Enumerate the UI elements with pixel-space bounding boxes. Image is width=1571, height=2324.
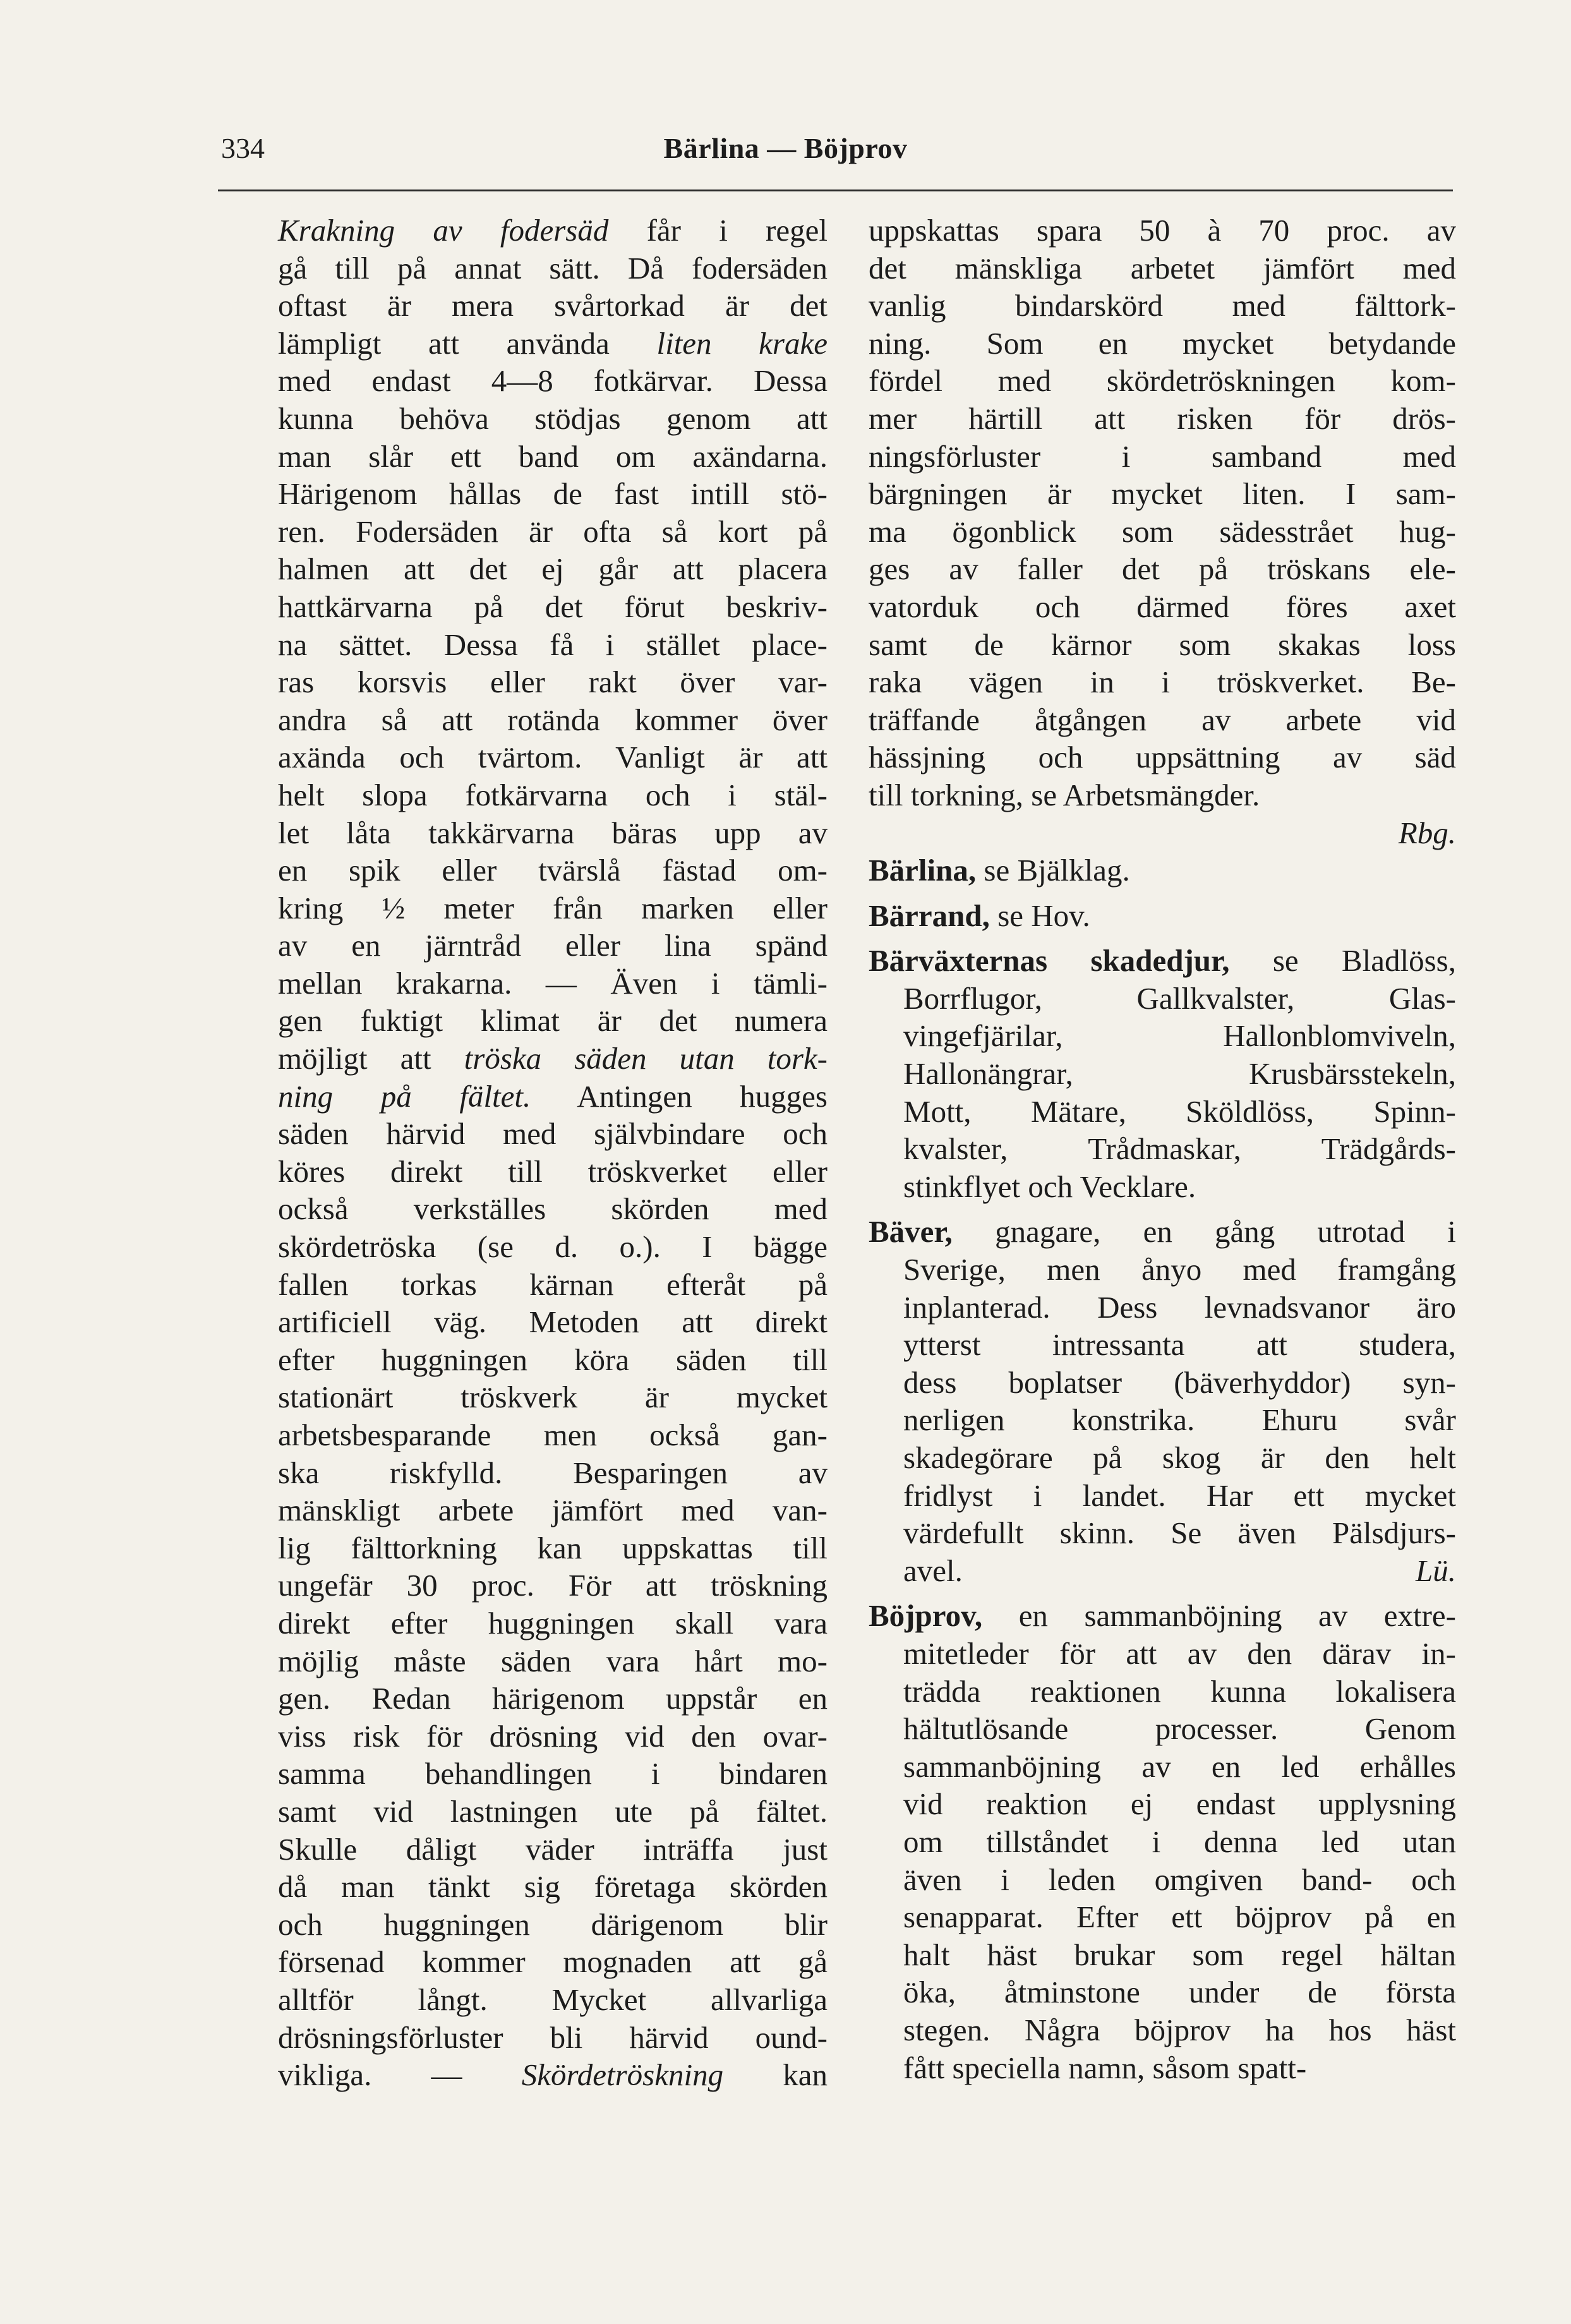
text-segment: gen fuktigt klimat är det numera <box>278 1003 828 1039</box>
text-line <box>903 1514 1456 1552</box>
text-line <box>903 1017 1456 1055</box>
entry-text: även i leden omgiven band- och <box>903 1862 1456 1897</box>
text-segment: ska riskfylld. Besparingen av <box>278 1455 828 1490</box>
text-line <box>278 1378 828 1416</box>
text-line <box>903 1477 1456 1515</box>
text-line <box>278 1002 828 1040</box>
entry-headword: Bärlina, <box>869 853 977 888</box>
text-line <box>903 1936 1456 1974</box>
text-line <box>278 1228 828 1266</box>
text-segment: artificiell väg. Metoden att direkt <box>278 1304 828 1340</box>
text-segment: tröska säden utan tork- <box>464 1041 828 1076</box>
text-line <box>278 1153 828 1191</box>
text-segment: kunna behöva stödjas genom att <box>278 400 828 436</box>
text-line <box>278 1078 828 1116</box>
text-segment: drösningsförluster bli härvid ound- <box>278 2020 828 2055</box>
text-line <box>278 1567 828 1605</box>
text-line <box>278 1341 828 1379</box>
text-segment: får i regel <box>608 213 828 248</box>
text-line <box>278 362 828 400</box>
text-line <box>903 1251 1456 1289</box>
text-line: mer härtill att risken för drös- <box>869 400 1456 436</box>
text-segment: av en järntråd eller lina spänd <box>278 928 828 963</box>
text-segment: ras korsvis eller rakt över var- <box>278 665 828 700</box>
text-segment: gå till på annat sätt. Då fodersäden <box>278 250 828 286</box>
entry-text: inplanterad. Dess levnadsvanor äro <box>903 1289 1456 1325</box>
text-line <box>278 738 828 776</box>
text-line <box>903 1055 1456 1093</box>
text-segment: ning på fältet. <box>278 1078 531 1114</box>
text-segment: kring ½ meter från marken eller <box>278 890 828 925</box>
entry-text: vid reaktion ej endast upplysning <box>903 1786 1456 1822</box>
entry-text: om tillståndet i denna led utan <box>903 1824 1456 1859</box>
text-line <box>903 1093 1456 1131</box>
text-line <box>903 1635 1456 1673</box>
text-line <box>278 1718 828 1755</box>
text-segment: mänskligt arbete jämfört med van- <box>278 1493 828 1528</box>
text-segment: viss risk för drösning vid den ovar- <box>278 1718 828 1754</box>
text-line: träffande åtgången av arbete vid <box>869 702 1456 737</box>
entry-headword: Bärrand, <box>869 898 990 933</box>
text-line <box>278 438 828 476</box>
text-segment: skördetröska (se d. o.). I bägge <box>278 1229 828 1265</box>
text-segment: då man tänkt sig företaga skörden <box>278 1869 828 1905</box>
text-line <box>278 212 828 250</box>
entry-text: ytterst intressanta att studera, <box>903 1327 1456 1363</box>
text-line <box>278 250 828 287</box>
text-line <box>278 814 828 852</box>
entry-text: en sammanböjning av extre- <box>982 1598 1456 1634</box>
text-line <box>903 1130 1456 1168</box>
text-line: uppskattas spara 50 à 70 proc. av <box>869 213 1456 248</box>
text-line <box>278 588 828 626</box>
text-line <box>278 663 828 701</box>
text-line <box>903 1861 1456 1899</box>
text-segment: Skulle dåligt väder inträffa just <box>278 1831 828 1867</box>
text-segment: arbetsbesparande men också gan- <box>278 1418 828 1452</box>
text-segment: efter huggningen köra säden till <box>278 1342 828 1377</box>
text-line <box>278 325 828 363</box>
entry-text: öka, åtminstone under de första <box>903 1975 1456 2010</box>
text-line: hässjning och uppsättning av säd <box>869 740 1456 775</box>
text-segment: samt vid lastningen ute på fältet. <box>278 1793 828 1829</box>
text-segment: lig fälttorkning kan uppskattas till <box>278 1530 828 1565</box>
text-segment: axända och tvärtom. Vanligt är att <box>278 740 828 775</box>
entry-text: Mott, Mätare, Sköldlöss, Spinn- <box>903 1093 1456 1129</box>
text-line <box>903 1364 1456 1402</box>
text-segment: direkt efter huggningen skall vara <box>278 1605 828 1641</box>
text-segment: försenad kommer mognaden att gå <box>278 1944 828 1980</box>
text-line <box>869 1597 1456 1635</box>
text-line <box>278 1416 828 1454</box>
text-segment: vikliga. — <box>278 2057 522 2093</box>
entry-text: värdefullt skinn. Se även Pälsdjurs- <box>903 1515 1456 1551</box>
text-line <box>903 1973 1456 2011</box>
text-segment: möjlig måste säden vara hårt mo- <box>278 1643 828 1678</box>
text-line <box>903 1785 1456 1823</box>
text-line <box>278 1868 828 1906</box>
text-line <box>278 287 828 325</box>
text-line <box>903 1289 1456 1327</box>
text-line <box>278 1793 828 1831</box>
text-line <box>278 965 828 1002</box>
entry-text: halt häst brukar som regel hältan <box>903 1937 1456 1972</box>
text-line: ges av faller det på tröskans ele- <box>869 551 1456 587</box>
text-line <box>869 897 1456 935</box>
text-line: raka vägen in i tröskverket. Be- <box>869 665 1456 700</box>
text-line <box>903 2011 1456 2049</box>
text-line <box>903 1673 1456 1711</box>
text-segment: köres direkt till tröskverket eller <box>278 1153 828 1189</box>
left-column <box>278 212 828 2094</box>
entry-text: se Hov. <box>989 898 1090 933</box>
text-line <box>278 1831 828 1869</box>
text-line: bärgningen är mycket liten. I sam- <box>869 476 1456 512</box>
text-segment: andra så att rotända kommer över <box>278 702 828 737</box>
text-line <box>278 1454 828 1492</box>
text-line <box>278 1680 828 1718</box>
text-segment: Härigenom hållas de fast intill stö- <box>278 476 828 512</box>
entry-text: Hallonängrar, Krusbärsstekeln, <box>903 1056 1456 1092</box>
text-segment: alltför långt. Mycket allvarliga <box>278 1982 828 2017</box>
text-segment: Krakning av fodersäd <box>278 213 609 248</box>
text-segment: samma behandlingen i bindaren <box>278 1756 828 1791</box>
text-line <box>278 1190 828 1228</box>
text-segment: na sättet. Dessa få i stället place- <box>278 627 828 662</box>
text-line: till torkning, se Arbetsmängder. <box>869 777 1260 812</box>
entry-text: skadegörare på skog är den helt <box>903 1440 1456 1475</box>
entry-text: se Bjälklag. <box>976 853 1130 888</box>
text-line: ma ögonblick som sädesstrået hug- <box>869 514 1456 549</box>
text-line <box>903 1401 1456 1439</box>
text-line <box>869 1213 1456 1251</box>
text-segment: Skördetröskning <box>521 2057 724 2093</box>
text-segment: en spik eller tvärslå fästad om- <box>278 853 828 888</box>
text-segment: också verkställes skörden med <box>278 1191 828 1227</box>
text-segment: möjligt att <box>278 1041 464 1076</box>
text-line <box>278 852 828 889</box>
text-line <box>903 980 1456 1018</box>
text-segment: helt slopa fotkärvarna och i stäl- <box>278 777 828 812</box>
author-signature: Rbg. <box>1398 815 1456 850</box>
entry-text: avel. <box>903 1553 963 1588</box>
dictionary-entry <box>869 897 1456 935</box>
entry-text: fridlyst i landet. Har ett mycket <box>903 1478 1456 1513</box>
author-signature: Lü. <box>1415 1553 1456 1588</box>
entry-headword: Bärväxternas skadedjur, <box>869 943 1230 978</box>
text-line <box>278 1491 828 1529</box>
text-line: ningsförluster i samband med <box>869 438 1456 474</box>
text-line <box>278 1906 828 1944</box>
entry-headword: Bäver, <box>869 1214 953 1249</box>
text-line <box>278 2056 828 2094</box>
text-line <box>903 2049 1456 2087</box>
running-head: Bärlina — Böjprov <box>663 132 908 164</box>
entry-text: se Bladlöss, <box>1229 943 1456 978</box>
text-segment: stationärt tröskverk är mycket <box>278 1380 828 1415</box>
entry-text: nerligen konstrika. Ehuru svår <box>903 1402 1456 1438</box>
text-line <box>278 1115 828 1153</box>
text-segment: med endast 4—8 fotkärvar. Dessa <box>278 363 828 399</box>
right-column <box>869 212 1456 2094</box>
entry-text: vingefjärilar, Hallonblomviveln, <box>903 1018 1456 1054</box>
text-line <box>278 550 828 588</box>
text-line: vanlig bindarskörd med fälttork- <box>869 288 1456 323</box>
text-segment: halmen att det ej går att placera <box>278 551 828 587</box>
text-line <box>903 1326 1456 1364</box>
text-line <box>278 626 828 664</box>
text-line <box>903 1898 1456 1936</box>
text-line <box>903 1168 1456 1206</box>
entry-headword: Böjprov, <box>869 1598 983 1634</box>
text-line <box>278 513 828 551</box>
text-segment: hattkärvarna på det förut beskriv- <box>278 589 828 624</box>
text-line: samt de kärnor som skakas loss <box>869 627 1456 662</box>
text-segment: gen. Redan härigenom uppstår en <box>278 1681 828 1716</box>
text-line <box>278 475 828 513</box>
text-line: vatorduk och därmed föres axet <box>869 589 1456 624</box>
entry-text: kvalster, Trådmaskar, Trädgårds- <box>903 1131 1456 1167</box>
text-line <box>903 1439 1456 1477</box>
entry-text: stinkflyet och Vecklare. <box>903 1169 1196 1204</box>
entry-text: Borrflugor, Gallkvalster, Glas- <box>903 980 1456 1016</box>
text-line <box>278 1040 828 1078</box>
text-line <box>278 927 828 965</box>
text-line: ning. Som en mycket betydande <box>869 325 1456 361</box>
entry-text: dess boplatser (bäverhyddor) syn- <box>903 1364 1456 1400</box>
dictionary-entry <box>869 1597 1456 2086</box>
text-line <box>278 1605 828 1642</box>
entry-text: gnagare, en gång utrotad i <box>952 1214 1456 1249</box>
entry-text: Sverige, men ånyo med framgång <box>903 1252 1456 1287</box>
text-line <box>903 1823 1456 1861</box>
entry-text: trädda reaktionen kunna lokalisera <box>903 1673 1456 1709</box>
text-segment: let låta takkärvarna bäras upp av <box>278 815 828 850</box>
text-line <box>278 400 828 438</box>
text-segment: Antingen hugges <box>531 1078 828 1114</box>
text-line <box>278 2019 828 2057</box>
entry-text: sammanböjning av en led erhålles <box>903 1749 1456 1784</box>
text-line <box>278 889 828 927</box>
text-segment: fallen torkas kärnan efteråt på <box>278 1267 828 1302</box>
text-segment: mellan krakarna. — Även i tämli- <box>278 965 828 1001</box>
text-line <box>903 1710 1456 1748</box>
text-line <box>278 1266 828 1304</box>
text-segment: oftast är mera svårtorkad är det <box>278 288 828 323</box>
text-segment: lämpligt att använda <box>278 325 657 361</box>
text-line <box>278 701 828 739</box>
text-segment: och huggningen därigenom blir <box>278 1906 828 1942</box>
dictionary-entry <box>869 852 1456 889</box>
entry-text: senapparat. Efter ett böjprov på en <box>903 1900 1456 1935</box>
entry-text: stegen. Några böjprov ha hos häst <box>903 2012 1456 2047</box>
text-line <box>869 942 1456 980</box>
text-line <box>278 1642 828 1680</box>
entry-text: hältutlösande processer. Genom <box>903 1711 1456 1747</box>
text-segment: ungefär 30 proc. För att tröskning <box>278 1568 828 1603</box>
continuation-paragraph <box>869 212 1456 852</box>
dictionary-entry <box>869 942 1456 1205</box>
text-segment: kan <box>723 2057 828 2093</box>
text-line: det mänskliga arbetet jämfört med <box>869 250 1456 286</box>
text-line: fördel med skördetröskningen kom- <box>869 363 1456 399</box>
text-segment: säden härvid med självbindare och <box>278 1116 828 1152</box>
text-line <box>278 1529 828 1567</box>
text-segment: man slår ett band om axändarna. <box>278 438 828 474</box>
header-rule <box>218 190 1453 191</box>
text-line <box>278 776 828 814</box>
text-line <box>278 1755 828 1793</box>
text-segment: liten krake <box>656 325 828 361</box>
text-line <box>278 1981 828 2019</box>
text-segment: ren. Fodersäden är ofta så kort på <box>278 514 828 549</box>
text-line <box>903 1748 1456 1786</box>
text-line <box>869 852 1456 889</box>
dictionary-entry <box>869 1213 1456 1589</box>
page-number: 334 <box>221 132 265 164</box>
text-line <box>278 1943 828 1981</box>
text-line <box>278 1303 828 1341</box>
entry-text: mitetleder för att av den därav in- <box>903 1635 1456 1671</box>
entry-text: fått speciella namn, såsom spatt- <box>903 2050 1307 2085</box>
